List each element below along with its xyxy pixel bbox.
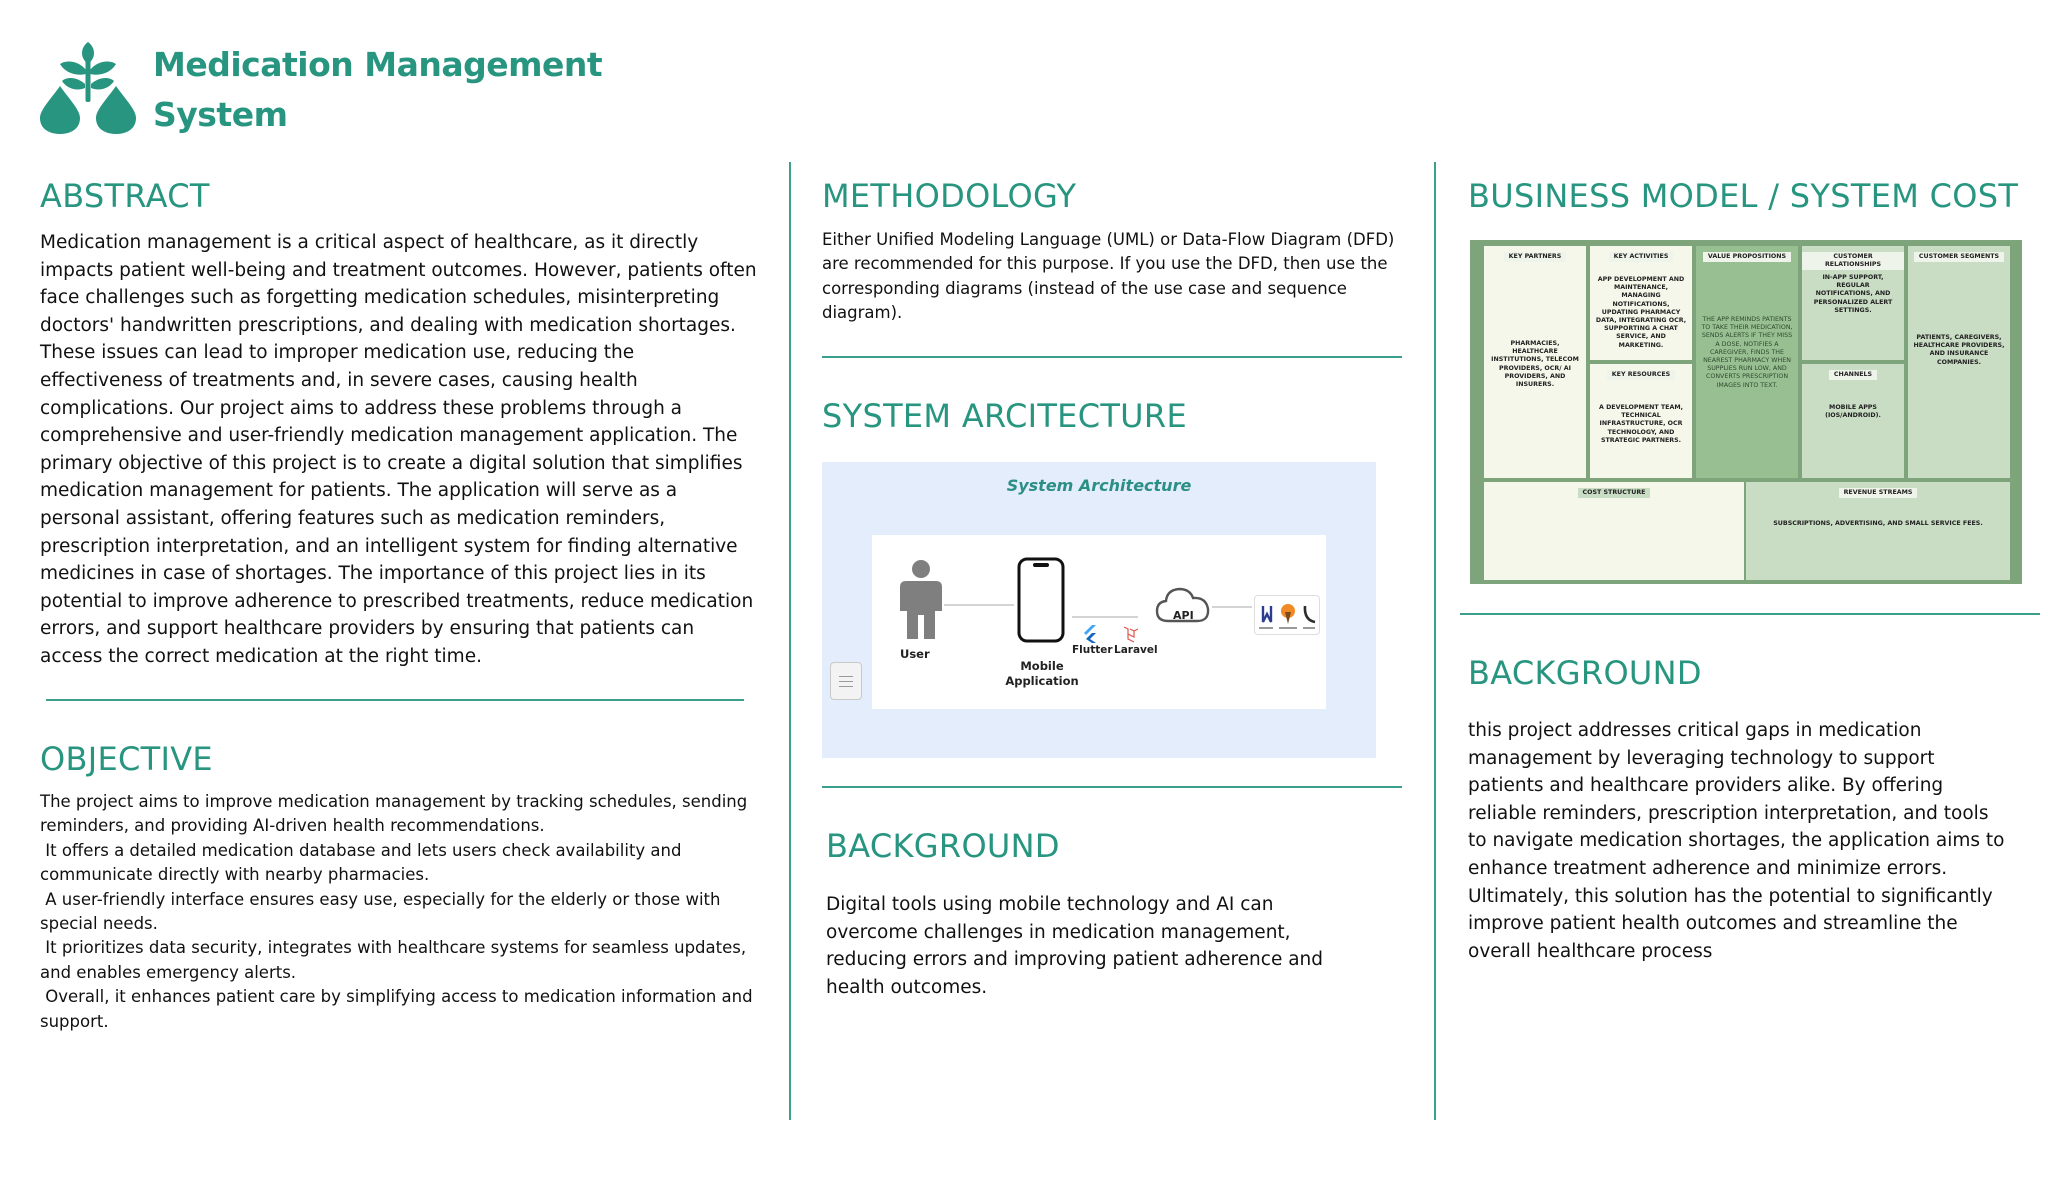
canvas-cell-title: KEY ACTIVITIES	[1609, 252, 1674, 262]
objective-paragraph: It offers a detailed medication database and lets users check availability and communicate directly with nearby pharmacies.	[40, 840, 687, 885]
third-party-services-icons	[1254, 595, 1320, 635]
canvas-cell-text: PATIENTS, CAREGIVERS, HEALTHCARE PROVIDERS, AND INSURANCE COMPANIES.	[1913, 334, 2005, 366]
canvas-cell-title: REVENUE STREAMS	[1839, 488, 1918, 498]
background-heading-middle: BACKGROUND	[826, 827, 1060, 865]
diagram-canvas	[872, 535, 1326, 709]
canvas-cell-title: KEY PARTNERS	[1504, 252, 1567, 262]
background-heading-right: BACKGROUND	[1468, 654, 1702, 692]
diagram-title: System Architecture	[1006, 476, 1192, 495]
business-model-canvas	[1470, 240, 2022, 584]
user-label: User	[900, 647, 930, 661]
system-architecture-diagram	[822, 462, 1376, 758]
column-divider-left	[789, 162, 791, 1120]
canvas-cell-title: COST STRUCTURE	[1578, 488, 1651, 498]
laravel-label: Laravel	[1114, 644, 1158, 656]
objective-paragraph: Overall, it enhances patient care by simplifying access to medication information and support.	[40, 987, 758, 1031]
canvas-cell-text: A DEVELOPMENT TEAM, TECHNICAL INFRASTRUCTURE, OCR TECHNOLOGY, AND STRATEGIC PARTNERS.	[1599, 404, 1683, 444]
flutter-icon	[1082, 625, 1098, 643]
canvas-cell-text: THE APP REMINDS PATIENTS TO TAKE THEIR MEDICATION, SENDS ALERTS IF THEY MISS A DOSE, NOTIFIES A CAREGIVER, FINDS THE NEAREST PHARMACY WHEN SUPPLIES RUN LOW, AND CONVERTS PRESCRIPTION IMAGES INTO TEXT.	[1701, 316, 1793, 389]
canvas-cell-title: CUSTOMER SEGMENTS	[1914, 252, 2004, 262]
canvas-value-propositions	[1696, 246, 1798, 478]
canvas-customer-relationships	[1802, 246, 1904, 360]
section-divider	[46, 699, 744, 701]
canvas-revenue-streams	[1746, 482, 2010, 580]
methodology-text: Either Unified Modeling Language (UML) or Data-Flow Diagram (DFD) are recommended for this purpose. If you use the DFD, then use the corresponding diagrams (instead of the use case and sequence diagram).	[822, 230, 1395, 323]
mobile-phone-icon	[1017, 557, 1065, 643]
background-text-middle: Digital tools using mobile technology and AI can overcome challenges in medication management, reducing errors and improving patient adherence and health outcomes.	[826, 894, 1324, 998]
abstract-text: Medication management is a critical aspect of healthcare, as it directly impacts patient well-being and treatment outcomes. However, patients often face challenges such as forgetting medication schedules, misinterpreting doctors' handwritten prescriptions, and dealing with medication shortages. These issues can lead to improper medication use, reducing the effectiveness of treatments and, in severe cases, causing health complications. Our project aims to address these problems through a comprehensive and user-friendly medication management application. The primary objective of this project is to create a digital solution that simplifies medication management for patients. The application will serve as a personal assistant, offering features such as medication reminders, prescription interpretation, and an intelligent system for finding alternative medicines in case of shortages. The importance of this project lies in its potential to improve adherence to prescribed treatments, reduce medication errors, and support healthcare providers by ensuring that patients can access the correct medication at the right time.	[40, 232, 757, 667]
canvas-key-resources	[1590, 364, 1692, 478]
methodology-heading: METHODOLOGY	[822, 177, 1077, 215]
canvas-cell-title: CHANNELS	[1829, 370, 1877, 380]
canvas-channels	[1802, 364, 1904, 478]
objective-paragraph: A user-friendly interface ensures easy use, especially for the elderly or those with special needs.	[40, 889, 726, 934]
section-divider	[1460, 613, 2040, 615]
objective-heading: OBJECTIVE	[40, 740, 213, 778]
canvas-cost-structure	[1484, 482, 1744, 580]
canvas-cell-title: CUSTOMER RELATIONSHIPS	[1802, 252, 1904, 270]
column-divider-right	[1434, 162, 1436, 1120]
canvas-cell-title: KEY RESOURCES	[1607, 370, 1675, 380]
flutter-label: Flutter	[1072, 644, 1113, 656]
canvas-cell-title: VALUE PROPOSITIONS	[1703, 252, 1791, 262]
canvas-cell-text: APP DEVELOPMENT AND MAINTENANCE, MANAGING NOTIFICATIONS, UPDATING PHARMACY DATA, INTEGRATING OCR, SUPPORTING A CHAT SERVICE, AND MARKETING.	[1595, 276, 1687, 349]
laravel-icon	[1122, 625, 1138, 643]
business-model-heading: BUSINESS MODEL / SYSTEM COST	[1468, 177, 2019, 215]
background-text-right: this project addresses critical gaps in medication management by leveraging technology to support patients and healthcare providers alike. By offering reliable reminders, prescription interpretation, and tools to navigate medication shortages, the application aims to enhance treatment adherence and minimize errors. Ultimately, this solution has the potential to significantly improve patient health outcomes and streamline the overall healthcare process	[1468, 720, 2005, 962]
objective-paragraph: It prioritizes data security, integrates with healthcare systems for seamless updates, and enables emergency alerts.	[40, 938, 752, 982]
canvas-cell-text: SUBSCRIPTIONS, ADVERTISING, AND SMALL SERVICE FEES.	[1773, 520, 1983, 527]
leaf-pills-icon	[38, 40, 138, 136]
canvas-cell-text: PHARMACIES, HEALTHCARE INSTITUTIONS, TELECOM PROVIDERS, OCR/ AI PROVIDERS, AND INSURERS.	[1491, 340, 1579, 389]
architecture-heading: SYSTEM ARCITECTURE	[822, 397, 1187, 435]
objective-text	[40, 790, 762, 1034]
page-title: Medication Management System	[153, 45, 603, 134]
api-label: API	[1173, 609, 1194, 622]
section-divider	[822, 786, 1402, 788]
mobile-label: Mobile Application	[1005, 659, 1079, 688]
objective-paragraph: The project aims to improve medication management by tracking schedules, sending reminders, and providing AI-driven health recommendations.	[40, 792, 753, 836]
canvas-cell-text: IN-APP SUPPORT, REGULAR NOTIFICATIONS, AND PERSONALIZED ALERT SETTINGS.	[1813, 274, 1893, 314]
user-icon	[894, 559, 948, 639]
section-divider	[822, 356, 1402, 358]
menu-icon[interactable]	[830, 662, 862, 700]
abstract-heading: ABSTRACT	[40, 177, 210, 215]
canvas-key-partners	[1484, 246, 1586, 478]
canvas-key-activities	[1590, 246, 1692, 360]
canvas-cell-text: MOBILE APPS (IOS/ANDROID).	[1825, 404, 1881, 420]
canvas-customer-segments	[1908, 246, 2010, 478]
